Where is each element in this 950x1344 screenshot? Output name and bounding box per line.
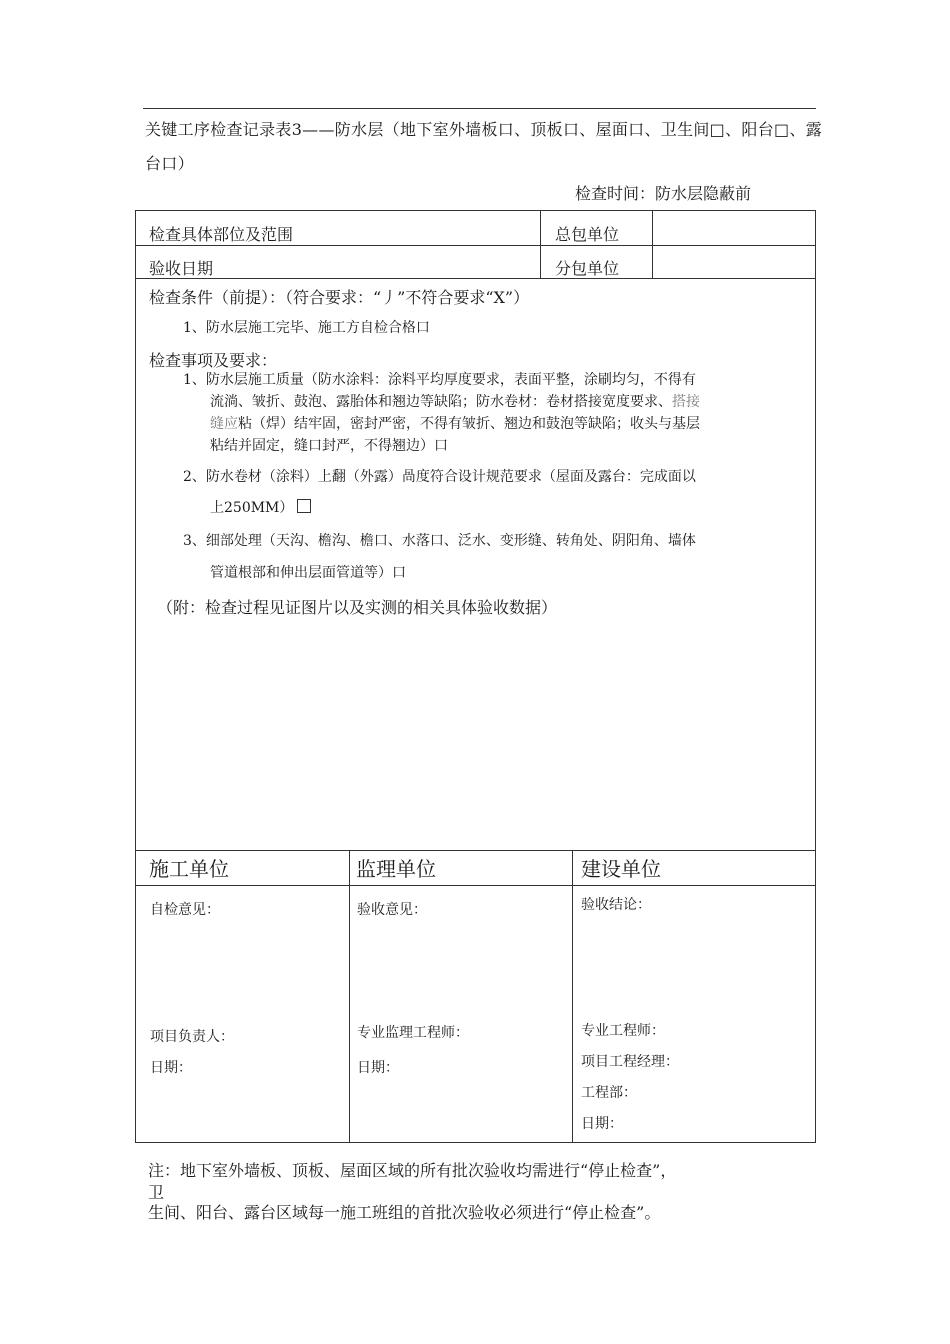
- item-1-line-3-text: 粘（焊）结牢固，密封严密，不得有皱折、翘边和鼓泡等缺陷；收头与基层: [238, 416, 700, 432]
- table-border-left: [135, 210, 136, 1143]
- footer-note-line-2: 卫: [148, 1183, 165, 1202]
- item-2-line-1: 2、防水卷材（涂料）上翻（外露）咼度符合设计规范要求（屋面及露台：完成面以: [183, 469, 696, 485]
- check-time: 检查时间：防水层隐蔽前: [575, 184, 752, 203]
- acceptance-opinion-label: 验收意见：: [357, 902, 427, 918]
- conditions-title: 检查条件（前提）：（符合要求：“丿”不符合要求“X”）: [149, 288, 530, 307]
- top-rule: [143, 108, 816, 109]
- project-leader-label: 项目负责人：: [150, 1029, 234, 1045]
- table-line-row1: [135, 245, 816, 246]
- acceptance-conclusion-label: 验收结论：: [581, 897, 651, 913]
- table-divider-label: [540, 210, 541, 278]
- general-contractor-label: 总包单位: [555, 225, 620, 244]
- acceptance-date-label: 验收日期: [149, 259, 214, 278]
- item-2-line-2-text: 上250MM）: [210, 500, 294, 516]
- attachment-note: （附：检查过程见证图片以及实测的相关具体验收数据）: [157, 598, 558, 617]
- item-1-line-2-gray: 搭接: [672, 394, 700, 410]
- table-border-top: [135, 210, 816, 211]
- owner-date-label: 日期：: [581, 1116, 623, 1132]
- item-1-line-2-text: 流淌、皱折、鼓泡、露胎体和翘边等缺陷；防水卷材：卷材搭接宽度要求、: [210, 394, 672, 410]
- inspection-scope-label: 检查具体部位及范围: [149, 225, 294, 244]
- construction-unit-header: 施工单位: [149, 857, 229, 881]
- engineering-dept-label: 工程部：: [581, 1085, 637, 1101]
- supervising-engineer-label: 专业监理工程师：: [357, 1025, 469, 1041]
- item-1-line-3: [210, 414, 808, 435]
- table-divider-value: [652, 210, 653, 278]
- items-title: 检查事项及要求：: [149, 351, 278, 370]
- subcontractor-label: 分包单位: [555, 259, 620, 278]
- item-1-line-1: 1、防水层施工质量（防水涂料：涂料平均厚度要求，表面平整，涂刷均匀，不得有: [183, 372, 696, 388]
- table-border-bottom: [135, 1142, 816, 1143]
- owner-unit-header: 建设单位: [581, 857, 661, 881]
- footer-divider-1: [349, 850, 350, 1143]
- document-title: 关键工序检查记录表3——防水层（地下室外墙板口、顶板口、屋面口、卫生间□、阳台□、露台口）: [145, 120, 823, 173]
- item-2-line-2: [210, 498, 810, 519]
- self-check-opinion-label: 自检意见：: [150, 902, 220, 918]
- supervision-unit-header: 监理单位: [356, 857, 436, 881]
- item-3-line-2: 管道根部和伸出层面管道等）口: [210, 565, 406, 581]
- footer-divider-2: [572, 850, 573, 1143]
- table-border-right: [815, 210, 816, 1143]
- condition-item-1: 1、防水层施工完毕、施工方自检合格口: [183, 320, 430, 336]
- item-1-line-2: [210, 392, 808, 413]
- construction-date-label: 日期：: [150, 1060, 192, 1076]
- supervision-date-label: 日期：: [357, 1060, 399, 1076]
- table-line-row2: [135, 278, 816, 279]
- checkbox-icon: [297, 499, 311, 513]
- item-1-line-3-gray: 缝应: [210, 416, 238, 432]
- professional-engineer-label: 专业工程师：: [581, 1023, 665, 1039]
- item-3-line-1: 3、细部处理（天沟、檐沟、檐口、水落口、泛水、变形缝、转角处、阴阳角、墙体: [183, 533, 696, 549]
- footer-note-line-1: 注：地下室外墙板、顶板、屋面区域的所有批次验收均需进行“停止检查”，: [148, 1161, 677, 1180]
- footer-note-line-3: 生间、阳台、露台区域每一施工班组的首批次验收必须进行“停止检查”。: [148, 1203, 661, 1222]
- item-1-line-4: 粘结并固定，缝口封严，不得翘边）口: [210, 438, 448, 454]
- table-line-footer-top: [135, 850, 816, 851]
- project-manager-label: 项目工程经理：: [581, 1054, 679, 1070]
- table-line-footer-header: [135, 885, 816, 886]
